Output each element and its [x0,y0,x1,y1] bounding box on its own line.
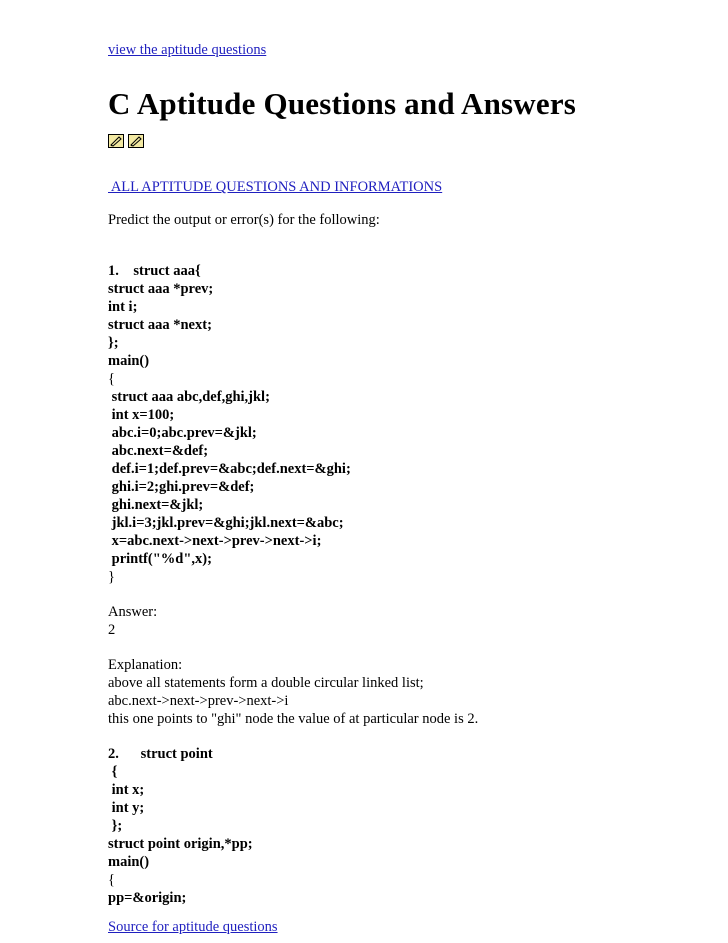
q1-code-line: main() [108,353,150,369]
q1-code-line: struct aaa *next; [108,317,212,333]
q1-code-line: struct aaa abc,def,ghi,jkl; [108,389,270,405]
q1-code-line: int i; [108,299,138,315]
q1-answer-label: Answer: [108,604,158,620]
q1-code-line: }; [108,335,119,351]
q1-code-line: } [108,569,115,585]
q1-code-line: int x=100; [108,407,175,423]
all-aptitude-questions-link[interactable]: ALL APTITUDE QUESTIONS AND INFORMATIONS [108,179,443,195]
q1-code-line: struct aaa *prev; [108,281,214,297]
view-aptitude-questions-link[interactable]: view the aptitude questions [108,42,267,58]
q1-explanation-line: above all statements form a double circular linked list; [108,675,424,691]
intro-text: Predict the output or error(s) for the following: [108,212,380,228]
pencil-icon [108,134,124,148]
q1-code-line: ghi.next=&jkl; [108,497,204,513]
q1-code-line: jkl.i=3;jkl.prev=&ghi;jkl.next=&abc; [108,515,344,531]
q2-code-line: main() [108,854,150,870]
q1-code-line: ghi.i=2;ghi.prev=&def; [108,479,255,495]
q2-code-line: }; [108,818,123,834]
q2-code-line: { [108,764,118,780]
q1-code-line: abc.i=0;abc.prev=&jkl; [108,425,257,441]
pencil-icon [128,134,144,148]
source-aptitude-questions-link[interactable]: Source for aptitude questions [108,919,278,935]
page-title: C Aptitude Questions and Answers [108,86,577,121]
q1-code-line: abc.next=&def; [108,443,209,459]
q2-code-line: struct point origin,*pp; [108,836,253,852]
q1-code-line: x=abc.next->next->prev->next->i; [108,533,322,549]
q1-code-line: { [108,371,115,387]
q2-code-line: { [108,872,115,888]
q1-answer-value: 2 [108,622,116,638]
q1-explanation-line: this one points to "ghi" node the value of at particular node is 2. [108,711,479,727]
q2-code-line: int y; [108,800,145,816]
q1-explanation-line: abc.next->next->prev->next->i [108,693,289,709]
q1-code-line: 1. struct aaa{ [108,263,201,279]
icon-row [108,134,144,148]
q1-code-line: printf("%d",x); [108,551,212,567]
q2-code-line: 2. struct point [108,746,213,762]
q1-code-line: def.i=1;def.prev=&abc;def.next=&ghi; [108,461,351,477]
q2-code-line: int x; [108,782,145,798]
q1-explanation-label: Explanation: [108,657,183,673]
q2-code-line: pp=&origin; [108,890,187,906]
